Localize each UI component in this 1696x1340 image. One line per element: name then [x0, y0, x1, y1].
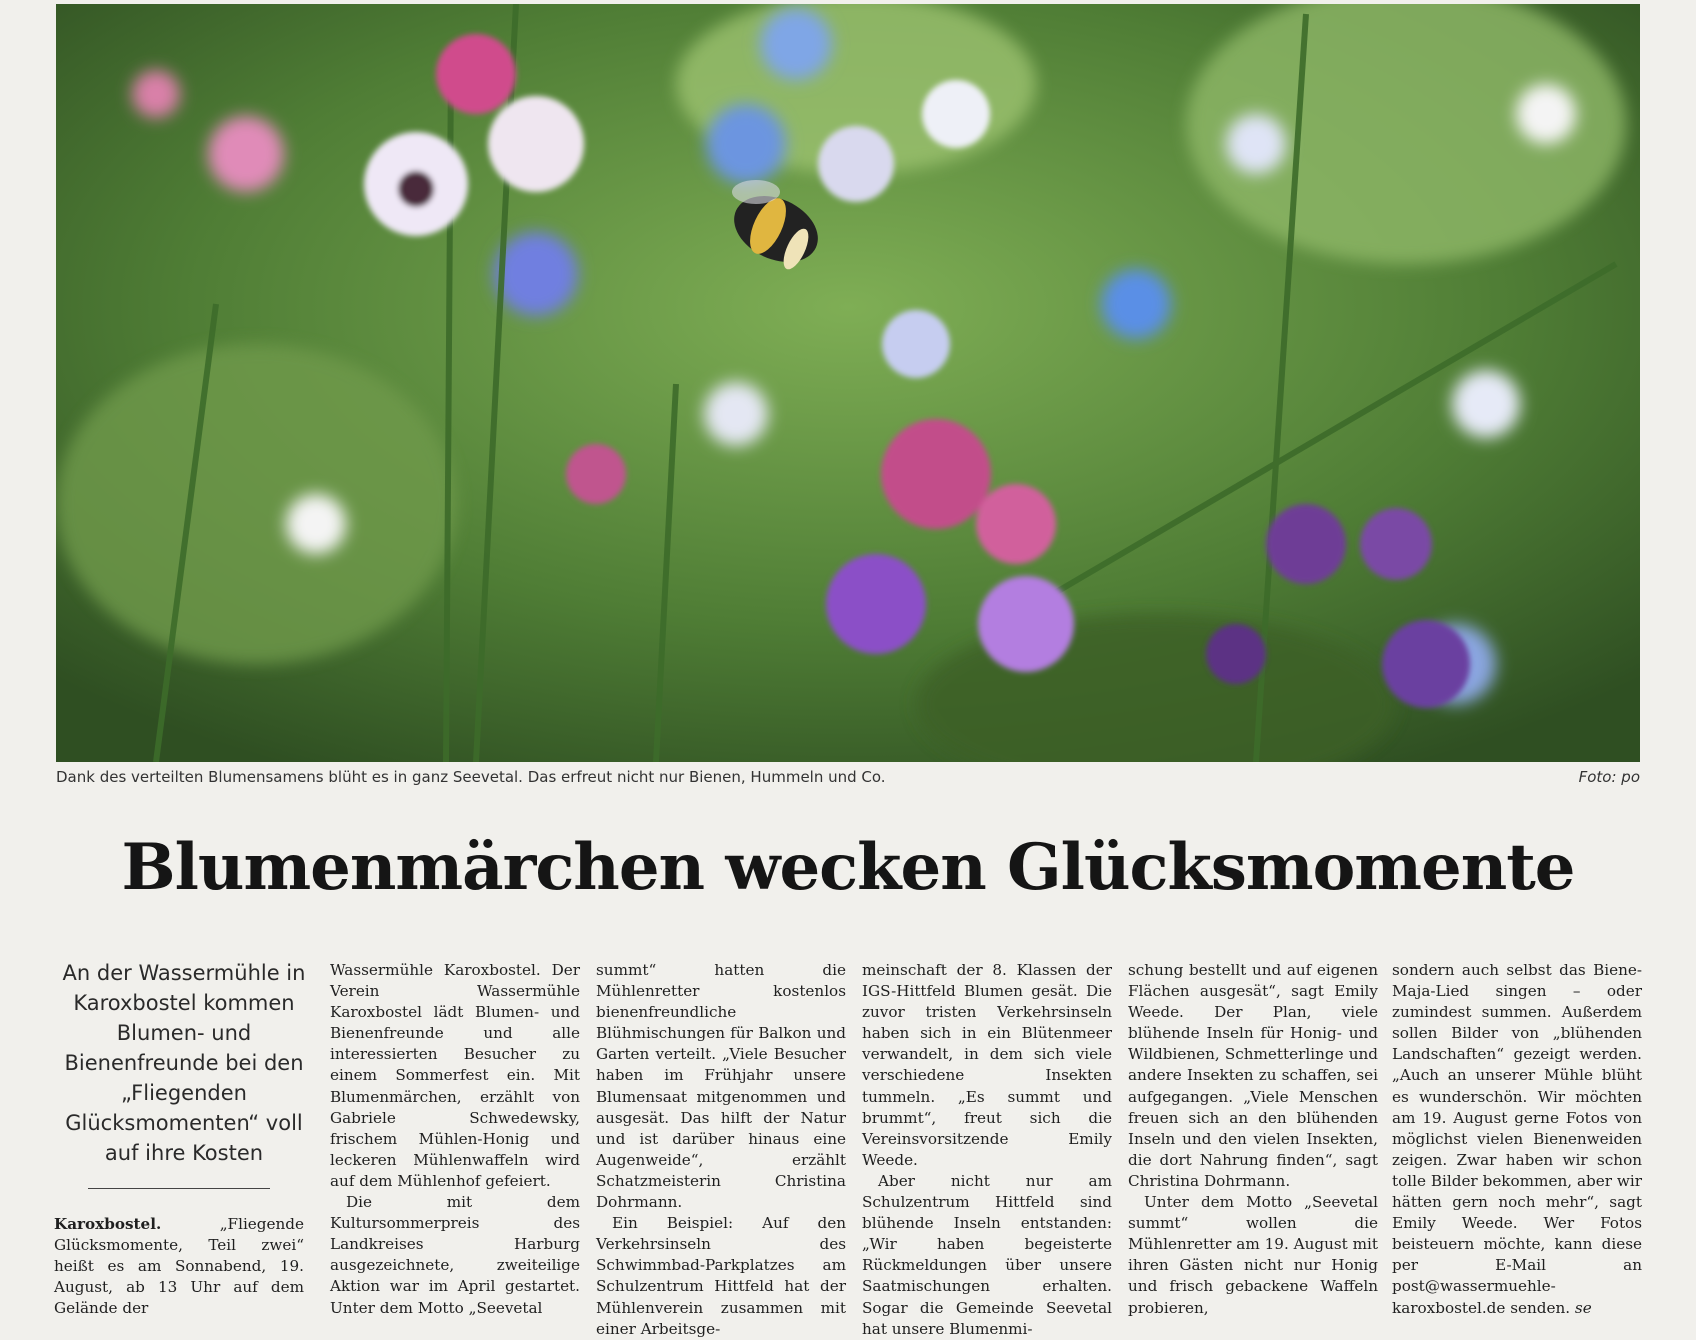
article-column-6: [1392, 960, 1642, 1319]
flower-photo-illustration: [56, 4, 1640, 762]
column-5-paragraph-2: Unter dem Motto „Seevetal summt“ wollen die Mühlenretter am 19. August mit ihren Gästen nicht nur Honig und frisch gebackene Waffeln probieren,: [1128, 1193, 1378, 1317]
article-column-5: [1128, 960, 1378, 1319]
teaser: An der Wassermühle in Karoxbostel kommen Blumen- und Bienenfreunde bei den „Fliegenden Glücksmomenten“ voll auf ihre Kosten: [62, 961, 306, 1165]
flower-photo: [56, 4, 1640, 762]
article-column-2: [330, 960, 580, 1319]
article-column-3: [596, 960, 846, 1340]
photo-caption: [56, 768, 1640, 790]
article-column-1: [54, 1214, 304, 1319]
column-4-paragraph-2: Aber nicht nur am Schulzentrum Hittfeld sind blühende Inseln entstanden: „Wir haben begeisterte Rückmeldungen über unsere Saatmischungen erhalten. Sogar die Gemeinde Seevetal hat unsere Blumenmi-: [862, 1171, 1112, 1338]
teaser-divider: [88, 1188, 270, 1189]
author-signature: se: [1574, 1298, 1592, 1317]
column-2-paragraph-1: Wassermühle Karoxbostel. Der Verein Wassermühle Karoxbostel lädt Blumen- und Bienenfreunde und alle interessierten Besucher zu einem Sommerfest ein. Mit Blumenmärchen, erzählt von Gabriele Schwedewsky, frischem Mühlen-Honig und leckeren Mühlenwaffeln wird auf dem Mühlenhof gefeiert.: [330, 961, 580, 1190]
column-2-paragraph-2: Die mit dem Kultursommerpreis des Landkreises Harburg ausgezeichnete, zweiteilige Aktion war im April gestartet. Unter dem Motto „Seevetal: [330, 1193, 580, 1317]
column-3-paragraph-1: summt“ hatten die Mühlenretter kostenlos bienenfreundliche Blühmischungen für Balkon und Garten verteilt. „Viele Besucher haben im Frühjahr unsere Blumensaat mitgenommen und ausgesät. Das hilft der Natur und ist darüber hinaus eine Augenweide“, erzählt Schatzmeisterin Christina Dohrmann.: [596, 961, 846, 1212]
column-6-text: sondern auch selbst das Biene-Maja-Lied singen – oder zumindest summen. Außerdem sollen Bilder von „blühenden Landschaften“ gezeigt werden. „Auch an unserer Mühle blüht es wunderschön. Wir möchten am 19. August gerne Fotos von möglichst vielen Bienenweiden zeigen. Zwar haben wir schon tolle Bilder bekommen, aber wir hätten gern noch mehr“, sagt Emily Weede. Wer Fotos beisteuern möchte, kann diese per E-Mail an post@wassermuehle-karoxbostel.de senden.: [1392, 961, 1642, 1317]
column-4-paragraph-1: meinschaft der 8. Klassen der IGS-Hittfeld Blumen gesät. Die zuvor tristen Verkehrsinseln haben sich in ein Blütenmeer verwandelt, in dem sich viele verschiedene Insekten tummeln. „Es summt und brummt“, freut sich die Vereinsvorsitzende Emily Weede.: [862, 961, 1112, 1169]
headline: Blumenmärchen wecken Glücksmomente: [121, 830, 1575, 905]
caption-text: Dank des verteilten Blumensamens blüht es in ganz Seevetal. Das erfreut nicht nur Bienen, Hummeln und Co.: [56, 768, 886, 786]
dateline: Karoxbostel.: [54, 1215, 162, 1233]
column-5-paragraph-1: schung bestellt und auf eigenen Flächen ausgesät“, sagt Emily Weede. Der Plan, viele blühende Inseln für Honig- und Wildbienen, Schmetterlinge und andere Insekten zu schaffen, sei aufgegangen. „Viele Menschen freuen sich an den blühenden Inseln und den vielen Insekten, die dort Nahrung finden“, sagt Christina Dohrmann.: [1128, 961, 1378, 1190]
column-3-paragraph-2: Ein Beispiel: Auf den Verkehrsinseln des Schwimmbad-Parkplatzes am Schulzentrum Hittfeld hat der Mühlenverein zusammen mit einer Arbeitsge-: [596, 1214, 846, 1338]
article-column-4: [862, 960, 1112, 1340]
column-1-text: „Fliegende Glücksmomente, Teil zwei“ heißt es am Sonnabend, 19. August, ab 13 Uhr auf dem Gelände der: [54, 1215, 304, 1318]
photo-credit: Foto: po: [1578, 768, 1640, 786]
